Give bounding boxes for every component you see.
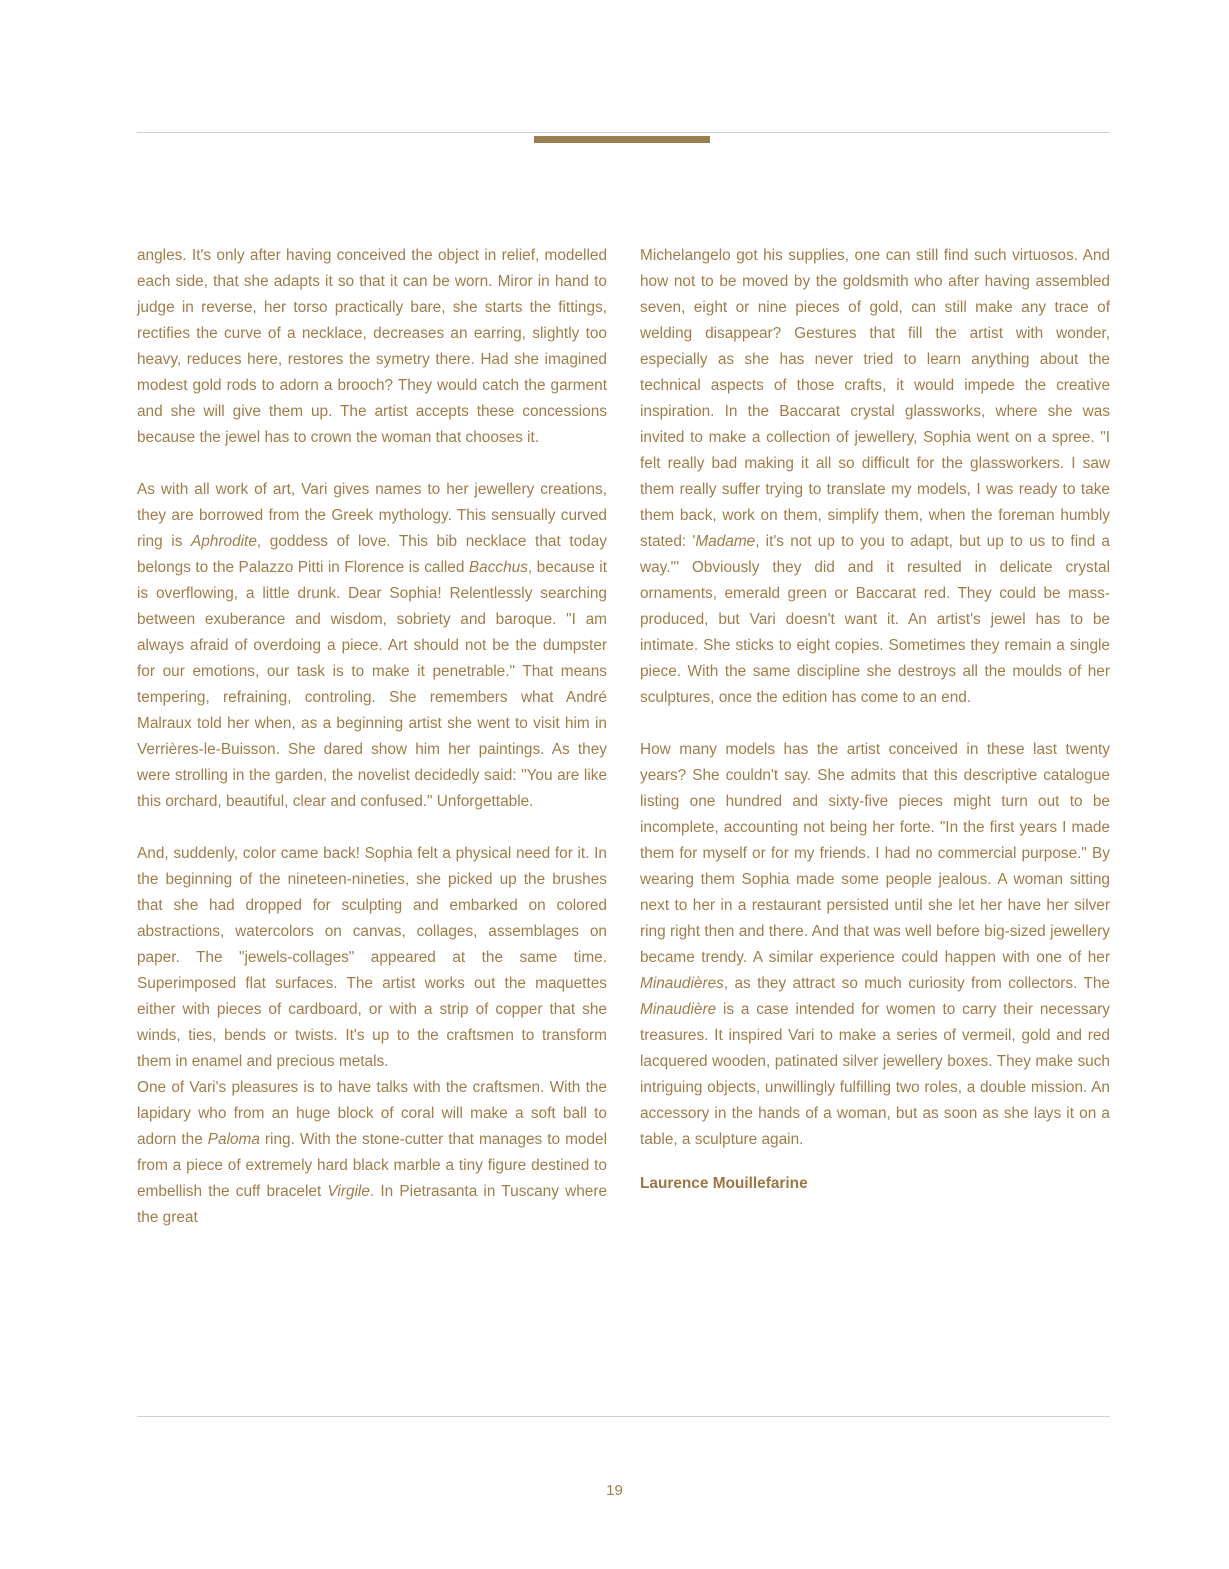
text-run: . In Pietrasanta in Tuscany where the great [137,1183,608,1226]
text-run: Michelangelo got his supplies, one can still find such virtuosos. And how not to be moved by the goldsmith who after having assembled seven, eight or nine pieces of gold, can still make any trace of welding disappear? Gestures that fill the artist with wonder, especially as she has never tried to learn anything about the technical aspects of those crafts, it would impede the creative inspiration. In the Baccarat crystal glassworks, where she was invited to make a collection of jewellery, Sophia went on a spree. "I felt really bad making it all so difficult for the glassworkers. I saw them really suffer trying to translate my models, I was ready to take them back, work on them, simplify them, when the foreman humbly stated: ' [640,247,1110,550]
text-run: One of Vari's pleasures is to have talks with the craftsmen. With the lapidary who from an huge block of coral will make a soft ball to adorn the [137,1079,607,1148]
jewel-name: Aphrodite [191,533,257,550]
text-run: , goddess of love. This bib necklace that today belongs to the Palazzo Pitti in Florence is called [137,533,607,576]
bottom-divider-line [137,1416,1110,1417]
top-accent-bar [534,136,710,143]
text-run: , because it is overflowing, a little drunk. Dear Sophia! Relentlessly searching between exuberance and wisdom, sobriety and baroque. "I am always afraid of overdoing a piece. Art should not be the dumpster for our emotions, our task is to make it penetrable." That means tempering, refraining, controling. She remembers what André Malraux told her when, as a beginning artist she went to visit him in Verrières-le-Buisson. She dared show him her paintings. As they were strolling in the garden, the novelist decidedly said: "You are like this orchard, beautiful, clear and confused." Unforgettable. [137,559,607,810]
jewel-name: Minaudières [640,975,724,992]
author-signature: Laurence Mouillefarine [640,1175,808,1192]
emphasis: Madame [695,533,756,550]
text-run: As with all work of art, Vari gives names to her jewellery creations, they are borrowed from the Greek mythology. This sensually curved ring is [137,481,607,550]
top-divider-line [137,132,1110,133]
jewel-name: Bacchus [468,559,528,576]
jewel-name: Virgile [327,1183,370,1200]
right-text-column [640,243,1110,1197]
left-text-column [137,243,607,1231]
text-run: How many models has the artist conceived in these last twenty years? She couldn't say. She admits that this descriptive catalogue listing one hundred and sixty-five pieces might turn out to be incomplete, accounting not being her forte. "In the first years I made them for myself or for my friends. I had no commercial purpose." By wearing them Sophia made some people jealous. A woman sitting next to her in a restaurant persisted until she let her have her silver ring right then and there. And that was well before big-sized jewellery became trendy. A similar experience could happen with one of her [640,741,1110,966]
jewel-name: Minaudière [640,1001,717,1018]
paragraph [137,477,607,815]
text-run: is a case intended for women to carry their necessary treasures. It inspired Vari to make a series of vermeil, gold and red lacquered wooden, patinated silver jewellery boxes. They make such intriguing objects, unwillingly fulfilling two roles, a double mission. An accessory in the hands of a woman, but as soon as she lays it on a table, a sculpture again. [640,1001,1110,1148]
jewel-name: Paloma [207,1131,260,1148]
page-number: 19 [606,1482,623,1499]
paragraph [640,737,1110,1153]
paragraph [640,243,1110,711]
paragraph [137,1075,607,1231]
text-run: , it's not up to you to adapt, but up to us to find a way.'" Obviously they did and it resulted in delicate crystal ornaments, emerald green or Baccarat red. They could be mass-produced, but Vari doesn't want it. An artist's jewel has to be intimate. She sticks to eight copies. Sometimes they remain a single piece. With the same discipline she destroys all the moulds of her sculptures, once the edition has come to an end. [640,533,1110,706]
text-run: ring. With the stone-cutter that manages to model from a piece of extremely hard black marble a tiny figure destined to embellish the cuff bracelet [137,1131,607,1200]
text-run: , as they attract so much curiosity from collectors. The [723,975,1110,992]
paragraph: And, suddenly, color came back! Sophia felt a physical need for it. In the beginning of the nineteen-nineties, she picked up the brushes that she had dropped for sculpting and embarked on colored abstractions, watercolors on canvas, collages, assemblages on paper. The "jewels-collages" appeared at the same time. Superimposed flat surfaces. The artist works out the maquettes either with pieces of cardboard, or with a strip of copper that she winds, ties, bends or twists. It's up to the craftsmen to transform them in enamel and precious metals. [137,845,607,1070]
paragraph: angles. It's only after having conceived the object in relief, modelled each side, that she adapts it so that it can be worn. Miror in hand to judge in reverse, her torso practically bare, she starts the fittings, rectifies the curve of a necklace, decreases an earring, slightly too heavy, reduces here, restores the symetry there. Had she imagined modest gold rods to adorn a brooch? They would catch the garment and she will give them up. The artist accepts these concessions because the jewel has to crown the woman that chooses it. [137,247,607,446]
